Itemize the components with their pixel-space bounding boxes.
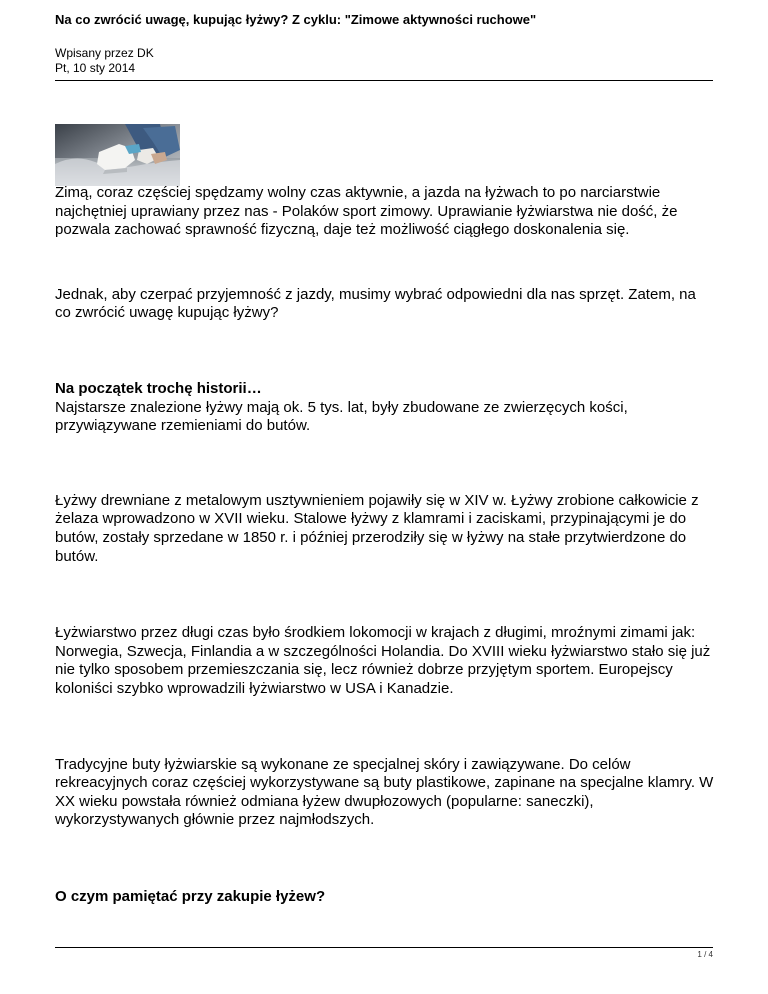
section-heading: O czym pamiętać przy zakupie łyżew?	[55, 887, 326, 905]
paragraph: Łyżwy drewniane z metalowym usztywnieniem pojawiły się w XIV w. Łyżwy zrobione całkowicie z żelaza wprowadzono w XVII wieku. Stalowe łyżwy z klamrami i zaciskami, przypinającymi je do butów, zostały sprzedane w 1850 r. i później przerodziły się w łyżwy na stałe przytwierdzone do butów.	[55, 491, 699, 565]
author-line: Wpisany przez DK	[55, 46, 154, 60]
page-title: Na co zwrócić uwagę, kupując łyżwy? Z cyklu: "Zimowe aktywności ruchowe"	[55, 12, 537, 27]
paragraph: Tradycyjne buty łyżwiarskie są wykonane ze specjalnej skóry i zawiązywane. Do celów rekreacyjnych coraz częściej wykorzystywane są buty plastikowe, zapinane na specjalne klamry. W XX wieku powstała również odmiana łyżew dwupłozowych (popularne: saneczki), wykorzystywanych głównie przez najmłodszych.	[55, 755, 714, 829]
page-number: 1 / 4	[697, 950, 713, 959]
article-body	[55, 184, 715, 906]
paragraph: Najstarsze znalezione łyżwy mają ok. 5 tys. lat, były zbudowane ze zwierzęcych kości, przywiązywane rzemieniami do butów.	[55, 398, 628, 435]
skater-feet-photo	[55, 124, 180, 186]
header-divider	[55, 80, 713, 81]
article-meta	[55, 46, 154, 76]
paragraph: Łyżwiarstwo przez długi czas było środkiem lokomocji w krajach z długimi, mroźnymi zimami jak: Norwegia, Szwecja, Finlandia a w szczególności Holandia. Do XVIII wieku łyżwiarstwo stało się już nie tylko sposobem przemieszczania się, lecz również dobrze przyjętym sportem. Europejscy koloniści szybko wprowadzili łyżwiarstwo w USA i Kanadzie.	[55, 624, 711, 697]
footer-divider	[55, 947, 713, 948]
paragraph: Jednak, aby czerpać przyjemność z jazdy, musimy wybrać odpowiedni dla nas sprzęt. Zatem, na co zwrócić uwagę kupując łyżwy?	[55, 285, 696, 322]
date-line: Pt, 10 sty 2014	[55, 61, 136, 75]
paragraph: Zimą, coraz częściej spędzamy wolny czas aktywnie, a jazda na łyżwach to po narciarstwie najchętniej uprawiany przez nas - Polaków sport zimowy. Uprawianie łyżwiarstwa nie dość, że pozwala zachować sprawność fizyczną, daje też możliwość ciągłego doskonalenia się.	[55, 184, 678, 239]
section-heading: Na początek trochę historii…	[55, 379, 262, 397]
